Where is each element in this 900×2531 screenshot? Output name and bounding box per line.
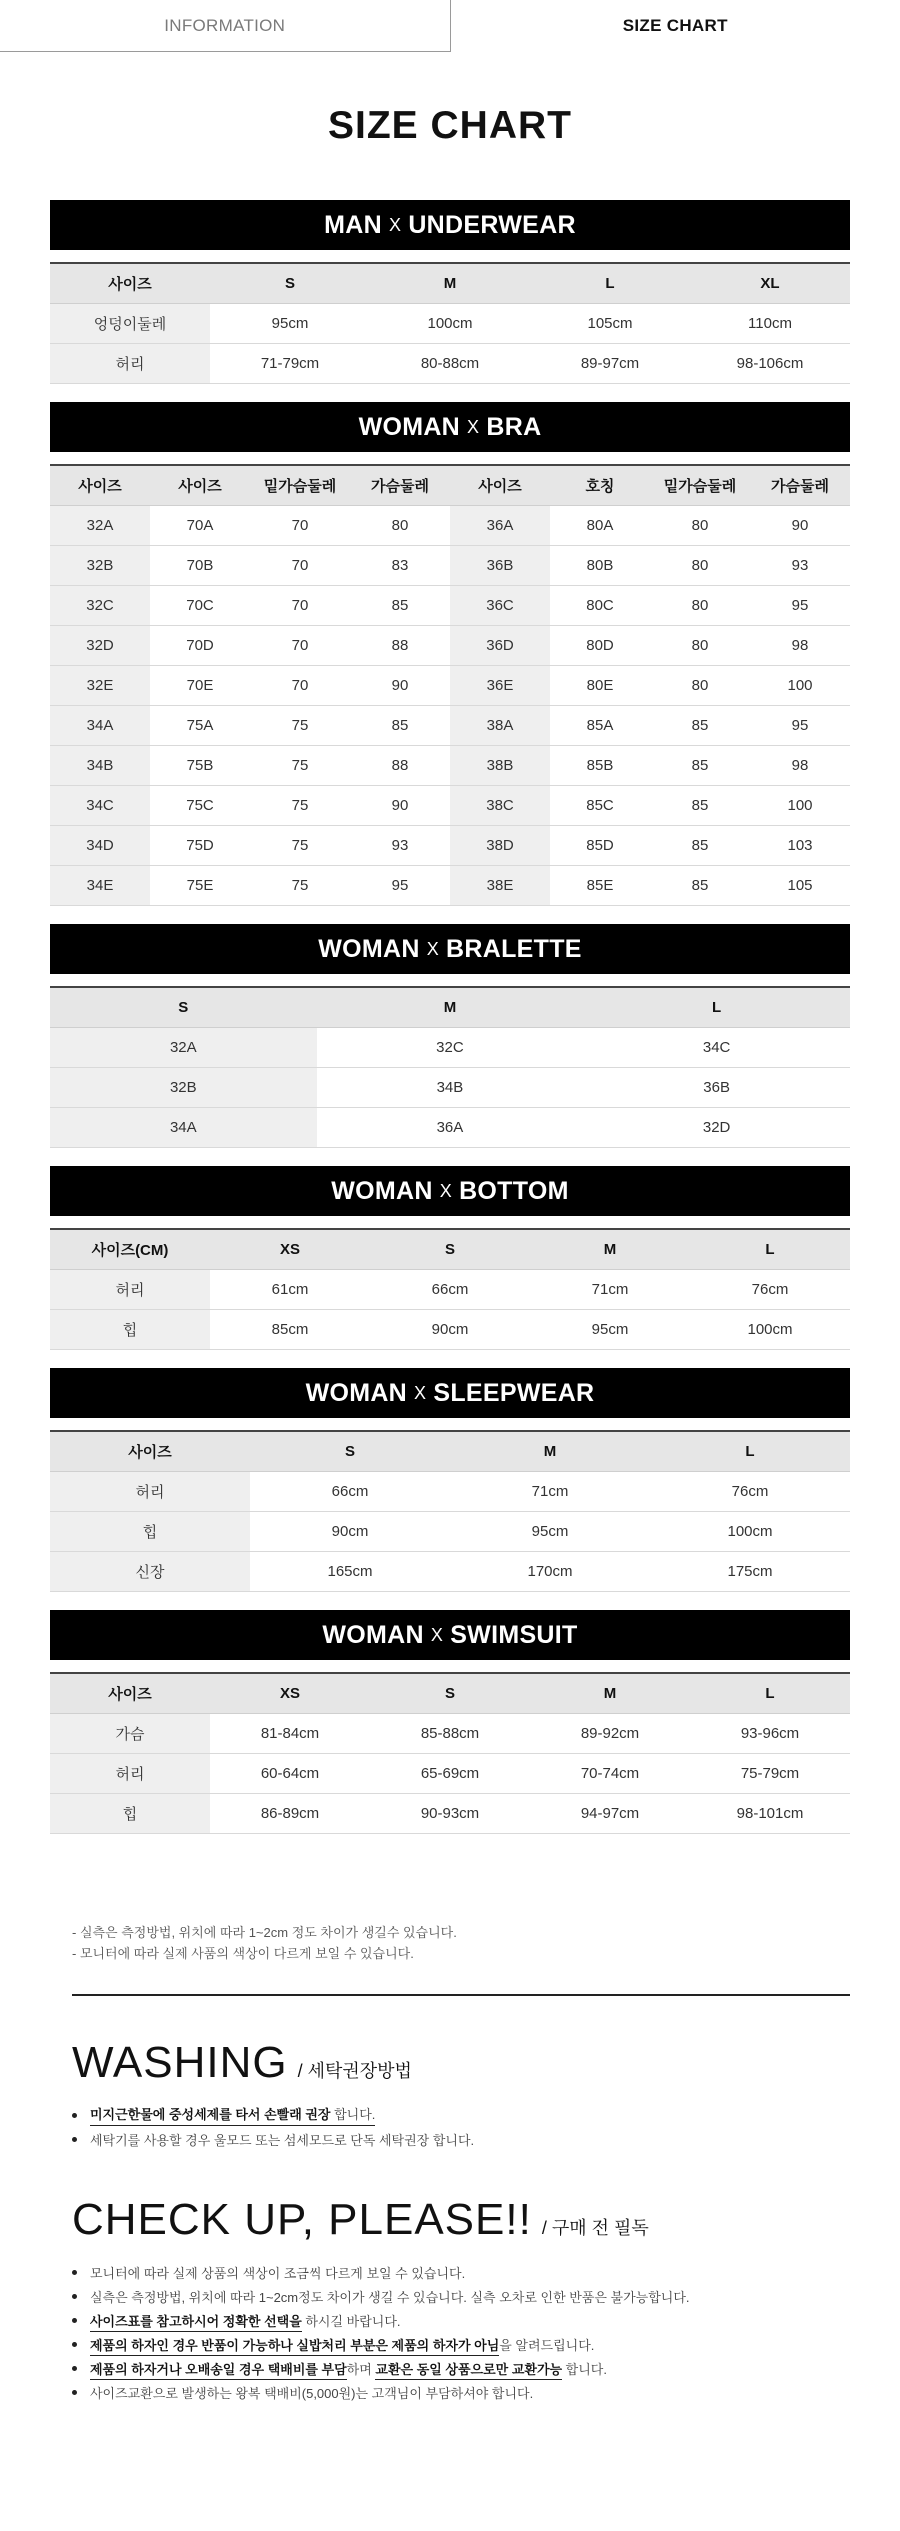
list-item: 사이즈교환으로 발생하는 왕복 택배비(5,000원)는 고객님이 부담하셔야 합니다. [72,2380,690,2404]
table-cell: 34C [583,1027,850,1067]
table-cell: 170cm [450,1551,650,1591]
table-row [50,545,850,585]
column-header: 가슴둘레 [350,465,450,505]
table-cell: 76cm [650,1471,850,1511]
table-cell: 85 [650,705,750,745]
table-cell: 66cm [250,1471,450,1511]
table-cell: 100 [750,785,850,825]
column-header: 밑가슴둘레 [650,465,750,505]
table-cell: 65-69cm [370,1753,530,1793]
row-label: 엉덩이둘레 [50,303,210,343]
table-cell: 60-64cm [210,1753,370,1793]
table-cell: 66cm [370,1269,530,1309]
column-header: L [690,1229,850,1269]
row-label: 38B [450,745,550,785]
table-row [50,1107,850,1147]
table-cell: 75B [150,745,250,785]
table-cell: 86-89cm [210,1793,370,1833]
column-header: 밑가슴둘레 [250,465,350,505]
size-table [50,1672,850,1834]
column-header: 사이즈 [450,465,550,505]
table-row [50,505,850,545]
table-row [50,705,850,745]
table-cell: 90cm [250,1511,450,1551]
column-header: M [450,1431,650,1471]
row-label: 36C [450,585,550,625]
row-label: 허리 [50,343,210,383]
row-label: 36B [450,545,550,585]
table-cell: 70 [250,505,350,545]
section-woman-swimsuit [50,1610,850,1834]
table-row [50,825,850,865]
bullet-icon [72,2390,77,2395]
table-cell: 71cm [450,1471,650,1511]
measurement-notes [72,1922,457,1964]
note-line: - 모니터에 따라 실제 사품의 색상이 다르게 보일 수 있습니다. [72,1946,414,1961]
column-header: 가슴둘레 [750,465,850,505]
section-header: WOMAN X SWIMSUIT [50,1610,850,1660]
table-cell: 100cm [370,303,530,343]
table-cell: 85A [550,705,650,745]
column-header: 사이즈 [150,465,250,505]
bullet-icon [72,2294,77,2299]
column-header: M [530,1229,690,1269]
column-header: L [690,1673,850,1713]
table-cell: 80E [550,665,650,705]
table-cell: 90 [350,785,450,825]
table-row [50,745,850,785]
table-cell: 110cm [690,303,850,343]
table-cell: 90cm [370,1309,530,1349]
table-cell: 80D [550,625,650,665]
table-cell: 89-97cm [530,343,690,383]
table-cell: 165cm [250,1551,450,1591]
row-label: 38D [450,825,550,865]
table-cell: 70 [250,665,350,705]
washing-heading [72,2038,412,2088]
table-row [50,1511,850,1551]
row-label: 36A [450,505,550,545]
table-cell: 36B [583,1067,850,1107]
section-woman-bra [50,402,850,906]
table-header-row [50,263,850,303]
table-cell: 71-79cm [210,343,370,383]
row-label: 32A [50,1027,317,1067]
section-header: WOMAN X BOTTOM [50,1166,850,1216]
row-label: 힙 [50,1511,250,1551]
table-cell: 61cm [210,1269,370,1309]
table-row [50,865,850,905]
table-cell: 80 [650,545,750,585]
table-row [50,343,850,383]
table-cell: 85 [650,825,750,865]
table-cell: 75E [150,865,250,905]
table-cell: 80-88cm [370,343,530,383]
table-cell: 93 [750,545,850,585]
table-cell: 75-79cm [690,1753,850,1793]
checkup-heading [72,2195,649,2245]
table-cell: 98 [750,625,850,665]
table-cell: 100cm [650,1511,850,1551]
row-label: 38A [450,705,550,745]
table-cell: 95 [750,585,850,625]
table-header-row [50,1431,850,1471]
table-cell: 175cm [650,1551,850,1591]
list-item: 실측은 측정방법, 위치에 따라 1~2cm정도 차이가 생길 수 있습니다. 실측 오차로 인한 반품은 불가능합니다. [72,2284,690,2308]
table-cell: 80 [650,505,750,545]
row-label: 32B [50,1067,317,1107]
table-header-row [50,465,850,505]
table-cell: 94-97cm [530,1793,690,1833]
table-header-row [50,1673,850,1713]
row-label: 32E [50,665,150,705]
column-header: L [530,263,690,303]
row-label: 32D [50,625,150,665]
table-cell: 93-96cm [690,1713,850,1753]
tab-bar [0,0,900,52]
list-item: 사이즈표를 참고하시어 정확한 선택을 하시길 바랍니다. [72,2308,690,2332]
column-header: 사이즈 [50,1431,250,1471]
page-title: SIZE CHART [328,104,572,147]
tab-size-chart[interactable]: SIZE CHART [451,0,900,52]
column-header: S [370,1229,530,1269]
row-label: 38E [450,865,550,905]
bullet-icon [72,2113,77,2118]
column-header: 사이즈 [50,263,210,303]
table-cell: 70 [250,625,350,665]
row-label: 신장 [50,1551,250,1591]
table-cell: 95cm [450,1511,650,1551]
note-line: - 실측은 측정방법, 위치에 따라 1~2cm 정도 차이가 생길수 있습니다. [72,1925,457,1940]
table-cell: 75A [150,705,250,745]
table-cell: 85 [350,705,450,745]
table-row [50,1713,850,1753]
row-label: 허리 [50,1471,250,1511]
column-header: XS [210,1229,370,1269]
list-item: 모니터에 따라 실제 상품의 색상이 조금씩 다르게 보일 수 있습니다. [72,2260,690,2284]
table-cell: 75 [250,745,350,785]
table-header-row [50,1229,850,1269]
table-row [50,1269,850,1309]
table-cell: 32D [583,1107,850,1147]
tab-information[interactable]: INFORMATION [0,0,451,52]
column-header: S [50,987,317,1027]
row-label: 허리 [50,1753,210,1793]
table-row [50,1067,850,1107]
table-cell: 93 [350,825,450,865]
table-cell: 105 [750,865,850,905]
column-header: M [317,987,584,1027]
table-cell: 76cm [690,1269,850,1309]
table-row [50,585,850,625]
table-cell: 85 [650,785,750,825]
row-label: 32B [50,545,150,585]
size-table [50,1430,850,1592]
checkup-subtitle: / 구매 전 필독 [541,2218,649,2238]
table-row [50,625,850,665]
table-row [50,1793,850,1833]
column-header: M [370,263,530,303]
table-cell: 85B [550,745,650,785]
table-cell: 75 [250,825,350,865]
table-cell: 81-84cm [210,1713,370,1753]
table-cell: 71cm [530,1269,690,1309]
column-header: L [583,987,850,1027]
table-cell: 89-92cm [530,1713,690,1753]
table-cell: 100cm [690,1309,850,1349]
size-table [50,262,850,384]
table-cell: 80A [550,505,650,545]
table-cell: 80 [650,625,750,665]
list-item: 제품의 하자인 경우 반품이 가능하나 실밥처리 부분은 제품의 하자가 아님을 알려드립니다. [72,2332,690,2356]
row-label: 34A [50,705,150,745]
bullet-icon [72,2137,77,2142]
table-cell: 85E [550,865,650,905]
table-cell: 75 [250,865,350,905]
table-cell: 80B [550,545,650,585]
table-cell: 80 [650,585,750,625]
section-woman-bottom [50,1166,850,1350]
table-cell: 83 [350,545,450,585]
column-header: XS [210,1673,370,1713]
list-item: 세탁기를 사용할 경우 울모드 또는 섬세모드로 단독 세탁권장 합니다. [72,2127,474,2151]
table-row [50,1551,850,1591]
table-cell: 70D [150,625,250,665]
table-cell: 70-74cm [530,1753,690,1793]
list-item: 미지근한물에 중성세제를 타서 손빨래 권장 합니다. [72,2103,474,2127]
checkup-title: CHECK UP, PLEASE!! [72,2195,532,2244]
bullet-icon [72,2270,77,2275]
column-header: S [210,263,370,303]
table-cell: 85 [350,585,450,625]
table-cell: 88 [350,745,450,785]
table-cell: 100 [750,665,850,705]
row-label: 힙 [50,1309,210,1349]
row-label: 34B [50,745,150,785]
table-cell: 70E [150,665,250,705]
size-table [50,464,850,906]
table-cell: 70A [150,505,250,545]
table-cell: 70 [250,545,350,585]
row-label: 34A [50,1107,317,1147]
section-header: WOMAN X BRALETTE [50,924,850,974]
table-cell: 85C [550,785,650,825]
size-table [50,986,850,1148]
table-cell: 85D [550,825,650,865]
table-cell: 98-101cm [690,1793,850,1833]
row-label: 36D [450,625,550,665]
table-cell: 80 [350,505,450,545]
column-header: 사이즈(CM) [50,1229,210,1269]
washing-subtitle: / 세탁권장방법 [297,2061,412,2081]
table-cell: 105cm [530,303,690,343]
table-cell: 75 [250,785,350,825]
table-cell: 88 [350,625,450,665]
table-cell: 70B [150,545,250,585]
column-header: L [650,1431,850,1471]
table-cell: 70C [150,585,250,625]
section-woman-bralette [50,924,850,1148]
table-row [50,1309,850,1349]
table-row [50,1753,850,1793]
column-header: 호칭 [550,465,650,505]
row-label: 32C [50,585,150,625]
table-row [50,1027,850,1067]
section-man-underwear [50,200,850,384]
table-cell: 95cm [530,1309,690,1349]
table-cell: 75C [150,785,250,825]
row-label: 허리 [50,1269,210,1309]
bullet-icon [72,2342,77,2347]
bullet-icon [72,2366,77,2371]
row-label: 34E [50,865,150,905]
table-cell: 90 [350,665,450,705]
list-item: 제품의 하자거나 오배송일 경우 택배비를 부담하며 교환은 동일 상품으로만 교환가능 합니다. [72,2356,690,2380]
table-cell: 85-88cm [370,1713,530,1753]
row-label: 힙 [50,1793,210,1833]
table-cell: 34B [317,1067,584,1107]
washing-title: WASHING [72,2038,288,2087]
table-cell: 36A [317,1107,584,1147]
column-header: M [530,1673,690,1713]
table-cell: 80 [650,665,750,705]
section-header: WOMAN X BRA [50,402,850,452]
table-cell: 95 [350,865,450,905]
table-cell: 85 [650,745,750,785]
column-header: 사이즈 [50,465,150,505]
table-cell: 75 [250,705,350,745]
table-cell: 103 [750,825,850,865]
table-header-row [50,987,850,1027]
table-cell: 98 [750,745,850,785]
size-table [50,1228,850,1350]
table-cell: 75D [150,825,250,865]
table-row [50,665,850,705]
row-label: 34D [50,825,150,865]
table-cell: 90 [750,505,850,545]
table-row [50,1471,850,1511]
table-cell: 85cm [210,1309,370,1349]
table-cell: 95cm [210,303,370,343]
column-header: S [250,1431,450,1471]
row-label: 34C [50,785,150,825]
row-label: 38C [450,785,550,825]
column-header: 사이즈 [50,1673,210,1713]
checkup-list [72,2260,690,2404]
row-label: 32A [50,505,150,545]
section-woman-sleepwear [50,1368,850,1592]
washing-list [72,2103,474,2151]
table-cell: 85 [650,865,750,905]
table-row [50,785,850,825]
section-header: MAN X UNDERWEAR [50,200,850,250]
row-label: 36E [450,665,550,705]
row-label: 가슴 [50,1713,210,1753]
table-cell: 80C [550,585,650,625]
table-cell: 70 [250,585,350,625]
bullet-icon [72,2318,77,2323]
table-cell: 98-106cm [690,343,850,383]
table-row [50,303,850,343]
table-cell: 95 [750,705,850,745]
section-header: WOMAN X SLEEPWEAR [50,1368,850,1418]
column-header: S [370,1673,530,1713]
column-header: XL [690,263,850,303]
table-cell: 32C [317,1027,584,1067]
table-cell: 90-93cm [370,1793,530,1833]
divider [72,1994,850,1996]
